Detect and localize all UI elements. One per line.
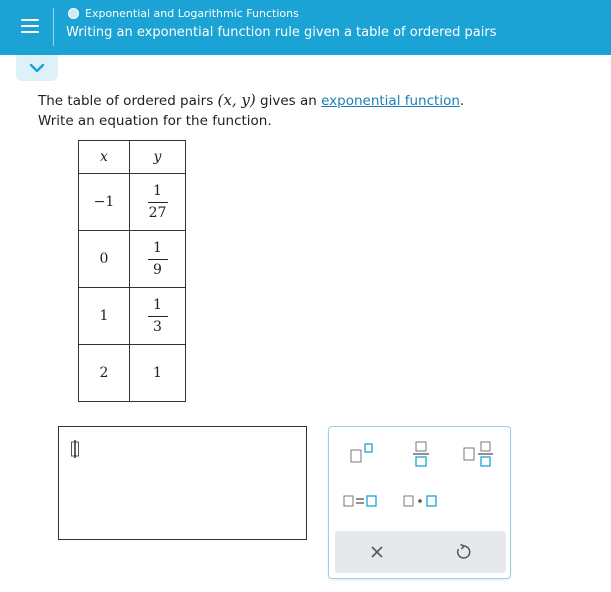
question-text (38, 90, 464, 131)
denominator: 3 (153, 319, 162, 335)
numerator: 1 (153, 183, 162, 199)
clear-button[interactable] (335, 531, 420, 573)
table-row (79, 174, 186, 231)
x-cell: −1 (79, 174, 130, 231)
numerator: 1 (153, 297, 162, 313)
column-header-y: y (130, 141, 186, 174)
fraction (148, 240, 168, 278)
superscript-icon[interactable] (347, 441, 377, 467)
header-bar (0, 0, 611, 55)
page-title: Writing an exponential function rule given a table of ordered pairs (66, 25, 497, 40)
y-cell (130, 231, 186, 288)
chevron-down-icon (29, 62, 45, 74)
column-header-x: x (79, 141, 130, 174)
table-header-row (79, 141, 186, 174)
question-line-1 (38, 90, 464, 111)
mixed-number-icon[interactable] (461, 439, 497, 469)
question-prefix: The table of ordered pairs (38, 93, 218, 109)
denominator: 27 (148, 205, 167, 221)
multiply-dot-icon[interactable] (401, 491, 441, 511)
topic-text: Exponential and Logarithmic Functions (85, 7, 299, 20)
question-suffix: . (459, 93, 465, 109)
topic-label (68, 7, 299, 20)
undo-icon (421, 531, 506, 573)
x-cell: 1 (79, 288, 130, 345)
collapse-header-button[interactable] (16, 55, 58, 81)
menu-icon[interactable] (12, 11, 48, 41)
clear-icon (335, 531, 420, 573)
table-row (79, 231, 186, 288)
ordered-pairs-table (78, 140, 186, 402)
math-keypad (328, 426, 511, 579)
denominator: 9 (153, 262, 162, 278)
topic-status-icon (68, 8, 79, 19)
fraction (148, 297, 168, 335)
table-row (79, 345, 186, 402)
exponential-function-link[interactable]: exponential function (321, 93, 460, 109)
question-line-2: Write an equation for the function. (38, 113, 272, 129)
table-row (79, 288, 186, 345)
fraction-icon[interactable] (409, 439, 433, 469)
undo-button[interactable] (421, 531, 506, 573)
answer-input[interactable] (58, 426, 307, 540)
y-cell (130, 174, 186, 231)
keypad-footer (335, 531, 506, 573)
question-middle: gives an (255, 93, 322, 109)
x-cell: 0 (79, 231, 130, 288)
y-cell: 1 (130, 345, 186, 402)
header-divider (53, 8, 54, 46)
ordered-pair: (x, y) (217, 91, 256, 109)
numerator: 1 (153, 240, 162, 256)
y-cell (130, 288, 186, 345)
fraction (148, 183, 168, 221)
input-cursor-icon (70, 439, 80, 459)
x-cell: 2 (79, 345, 130, 402)
equals-icon[interactable] (341, 491, 381, 511)
